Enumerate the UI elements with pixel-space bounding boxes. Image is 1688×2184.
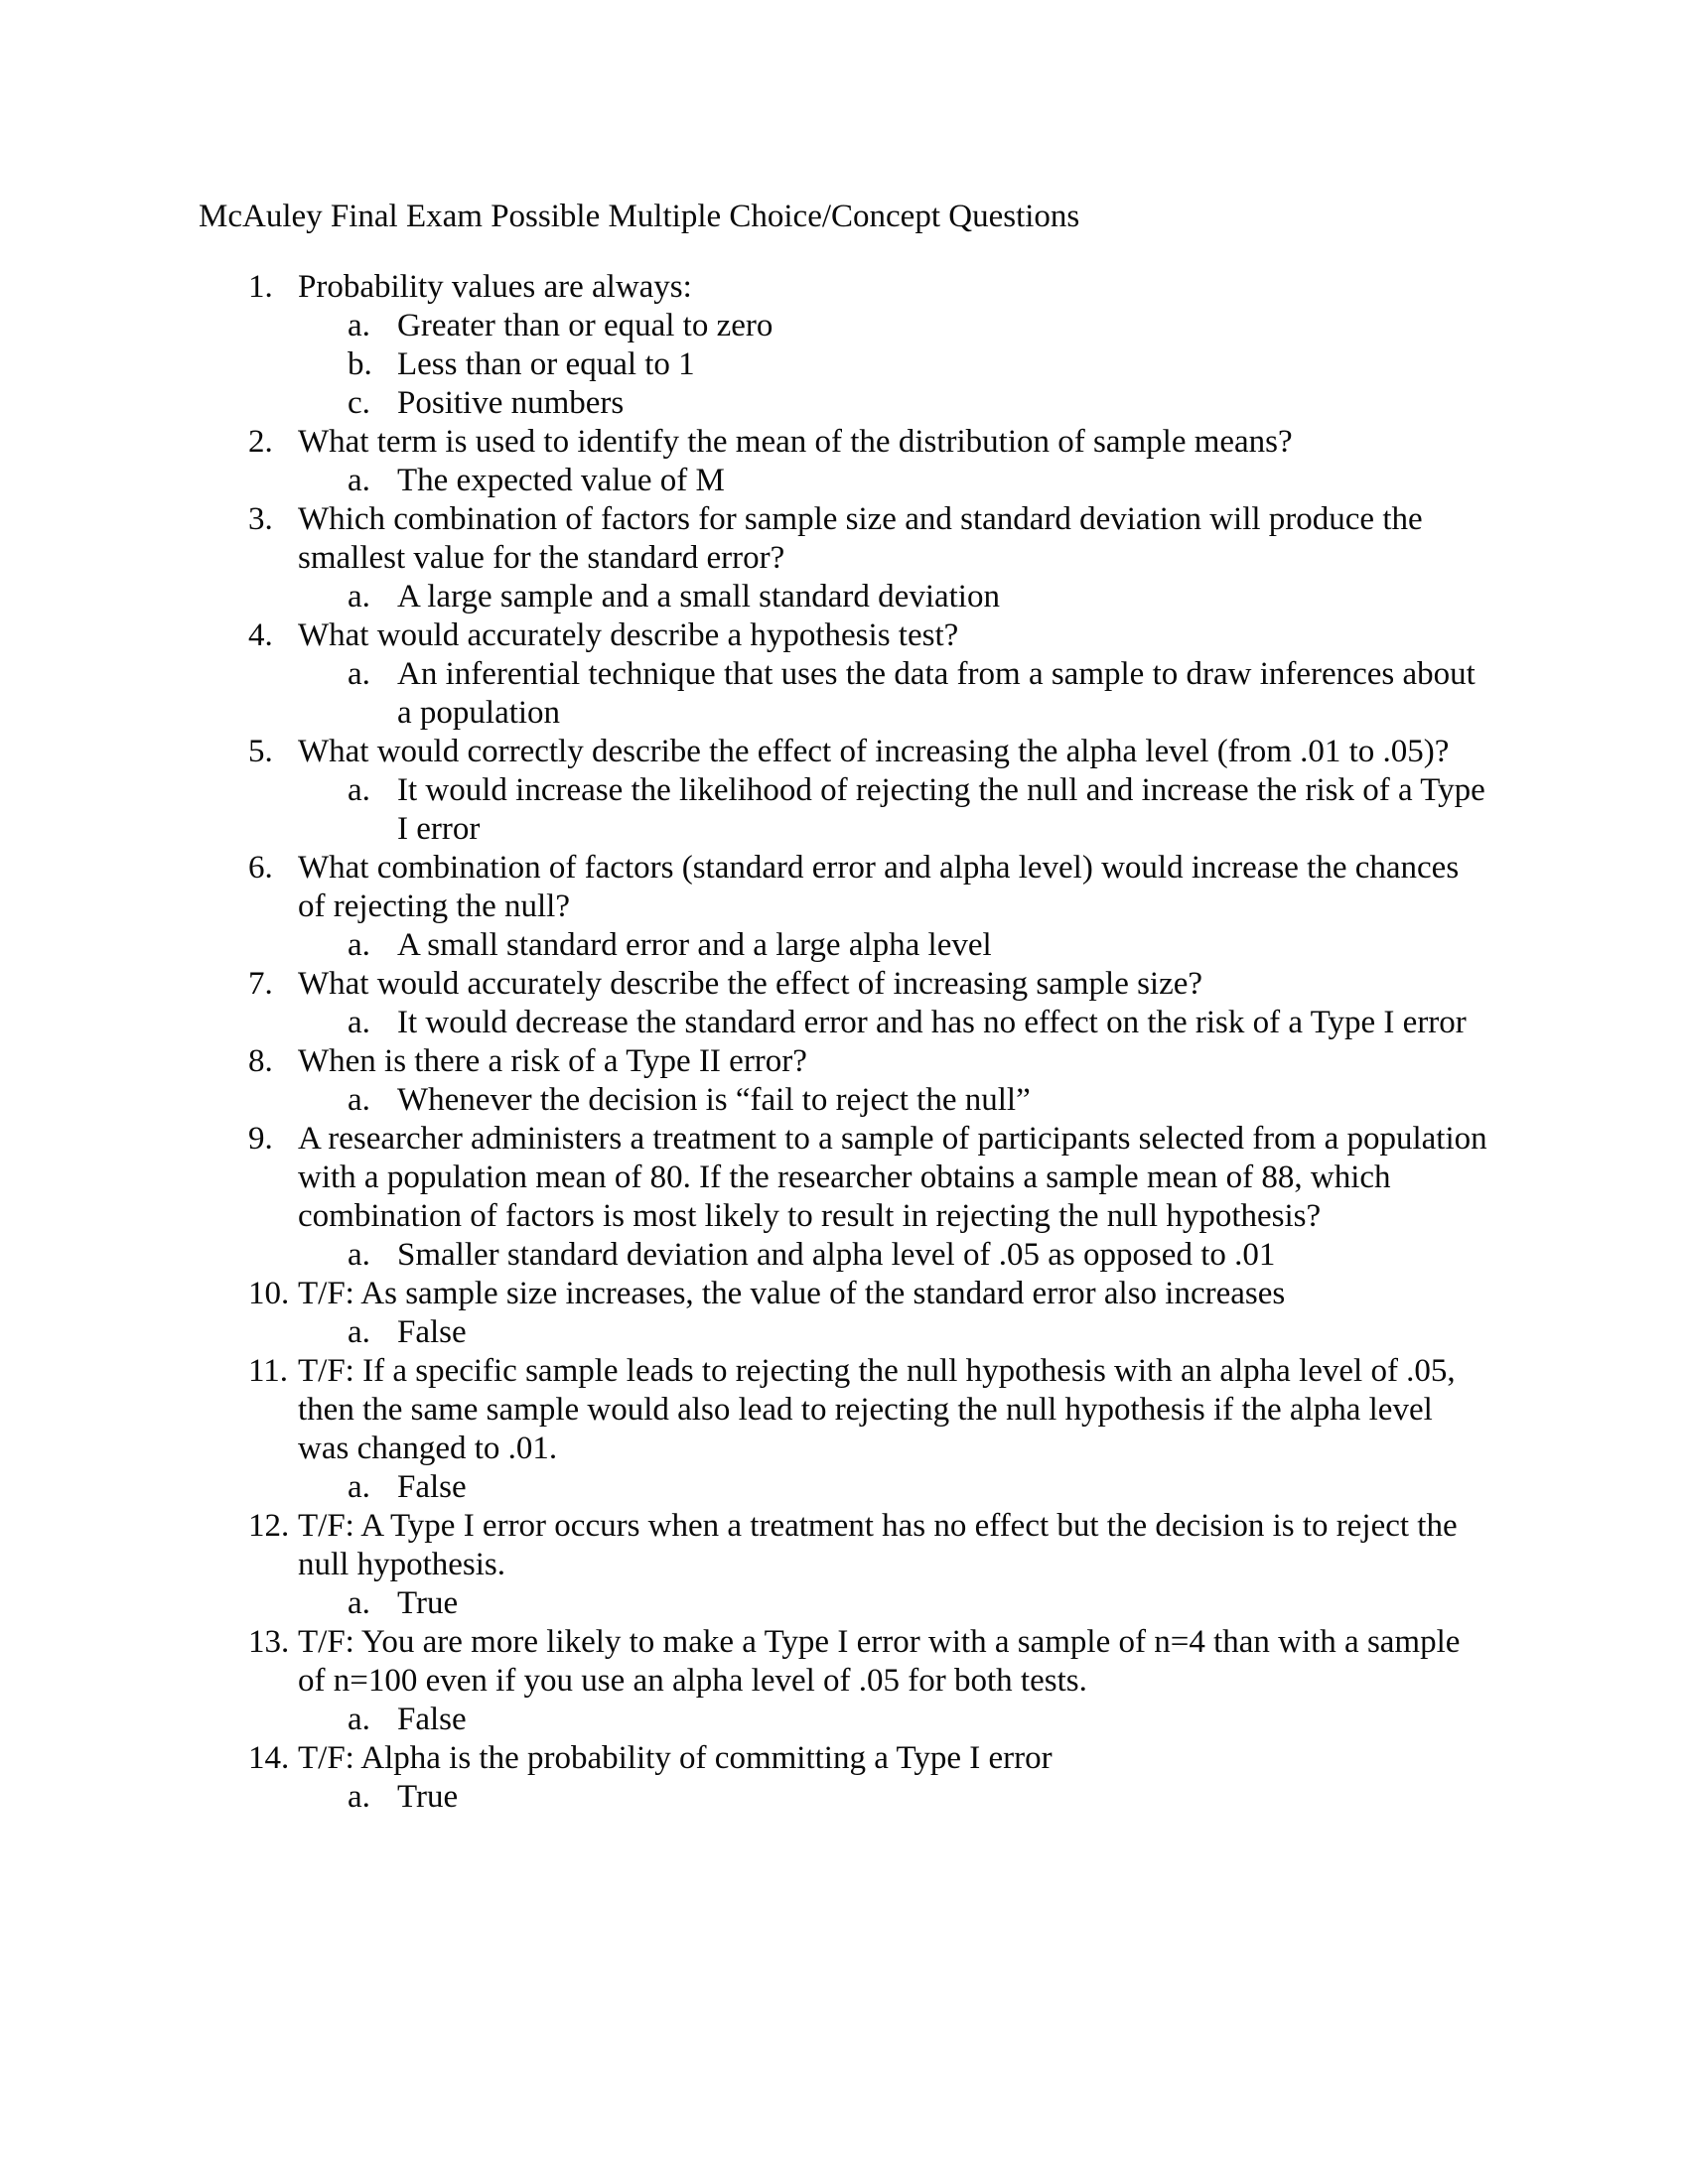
question-item [248,1042,1489,1120]
question-number: 12. [248,1508,290,1544]
question-number: 9. [248,1121,273,1157]
answer-item [348,1236,1489,1275]
answer-text: False [397,1702,467,1737]
answer-text: An inferential technique that uses the data from a sample to draw inferences about a population [397,656,1476,731]
answer-item [348,1081,1489,1120]
answer-item [348,345,1489,384]
question-item [248,268,1489,423]
answer-text: False [397,1469,467,1505]
question-item [248,1623,1489,1739]
answer-text: True [397,1585,459,1621]
question-number: 14. [248,1740,290,1776]
question-number: 2. [248,424,273,460]
question-item [248,500,1489,616]
question-number: 8. [248,1043,273,1079]
answer-item [348,1468,1489,1507]
answer-label: a. [348,927,370,963]
answer-label: a. [348,1005,370,1040]
answer-label: a. [348,1237,370,1273]
answer-item [348,1004,1489,1042]
question-item [248,423,1489,500]
question-number: 10. [248,1276,290,1311]
question-text: When is there a risk of a Type II error? [298,1043,807,1079]
question-text: Probability values are always: [298,269,692,305]
question-number: 6. [248,850,273,886]
answer-label: a. [348,1469,370,1505]
answer-item [348,655,1489,733]
answer-label: a. [348,1314,370,1350]
question-item [248,616,1489,733]
answer-item [348,1313,1489,1352]
answer-item [348,1701,1489,1739]
question-number: 4. [248,617,273,653]
answer-text: True [397,1779,459,1815]
answer-label: a. [348,656,370,692]
document-content [199,198,1489,1817]
answer-text: Greater than or equal to zero [397,308,774,343]
question-text: What term is used to identify the mean of the distribution of sample means? [298,424,1293,460]
answer-label: a. [348,308,370,343]
answer-text: Smaller standard deviation and alpha level of .05 as opposed to .01 [397,1237,1276,1273]
answer-label: b. [348,346,372,382]
answer-label: a. [348,463,370,498]
answer-item [348,384,1489,423]
question-number: 3. [248,501,273,537]
question-text: What would accurately describe the effect of increasing sample size? [298,966,1203,1002]
question-item [248,1739,1489,1817]
title-spacer [199,236,1489,268]
answer-item [348,462,1489,500]
answer-text: A small standard error and a large alpha level [397,927,992,963]
question-item [248,1507,1489,1623]
answer-label: a. [348,1702,370,1737]
answer-text: Whenever the decision is “fail to reject the null” [397,1082,1031,1118]
question-text: T/F: Alpha is the probability of committing a Type I error [298,1740,1053,1776]
answer-label: a. [348,772,370,808]
answer-item [348,926,1489,965]
question-item [248,849,1489,965]
answer-text: Less than or equal to 1 [397,346,695,382]
question-number: 7. [248,966,273,1002]
answer-text: Positive numbers [397,385,625,421]
answer-label: a. [348,579,370,614]
document-title: McAuley Final Exam Possible Multiple Choice/Concept Questions [199,199,1080,234]
answer-text: It would decrease the standard error and has no effect on the risk of a Type I error [397,1005,1467,1040]
answer-item [348,771,1489,849]
answer-text: False [397,1314,467,1350]
answer-item [348,307,1489,345]
answer-label: c. [348,385,370,421]
question-number: 1. [248,269,273,305]
question-number: 5. [248,734,273,769]
question-number: 11. [248,1353,289,1389]
question-number: 13. [248,1624,290,1660]
question-item [248,1352,1489,1507]
question-text: Which combination of factors for sample size and standard deviation will produce the smallest value for the standard error? [298,501,1423,576]
question-text: T/F: A Type I error occurs when a treatment has no effect but the decision is to reject the null hypothesis. [298,1508,1458,1582]
answer-item [348,1778,1489,1817]
question-item [248,733,1489,849]
question-text: What would correctly describe the effect of increasing the alpha level (from .01 to .05)? [298,734,1450,769]
answer-label: a. [348,1082,370,1118]
answer-label: a. [348,1585,370,1621]
question-text: T/F: As sample size increases, the value of the standard error also increases [298,1276,1286,1311]
answer-item [348,578,1489,616]
answer-item [348,1584,1489,1623]
question-item [248,965,1489,1042]
question-text: A researcher administers a treatment to a sample of participants selected from a population with a population mean of 80. If the researcher obtains a sample mean of 88, which combination of factors is most likely to result in rejecting the null hypothesis? [298,1121,1487,1234]
question-text: What combination of factors (standard error and alpha level) would increase the chances of rejecting the null? [298,850,1460,924]
question-item [248,1120,1489,1275]
question-text: T/F: If a specific sample leads to rejecting the null hypothesis with an alpha level of .05, then the same sample would also lead to rejecting the null hypothesis if the alpha level was changed to .01. [298,1353,1456,1466]
answer-text: The expected value of M [397,463,725,498]
question-text: T/F: You are more likely to make a Type I error with a sample of n=4 than with a sample of n=100 even if you use an alpha level of .05 for both tests. [298,1624,1461,1699]
answer-text: It would increase the likelihood of rejecting the null and increase the risk of a Type I error [397,772,1485,847]
answer-text: A large sample and a small standard deviation [397,579,1000,614]
answer-label: a. [348,1779,370,1815]
question-text: What would accurately describe a hypothesis test? [298,617,959,653]
question-item [248,1275,1489,1352]
